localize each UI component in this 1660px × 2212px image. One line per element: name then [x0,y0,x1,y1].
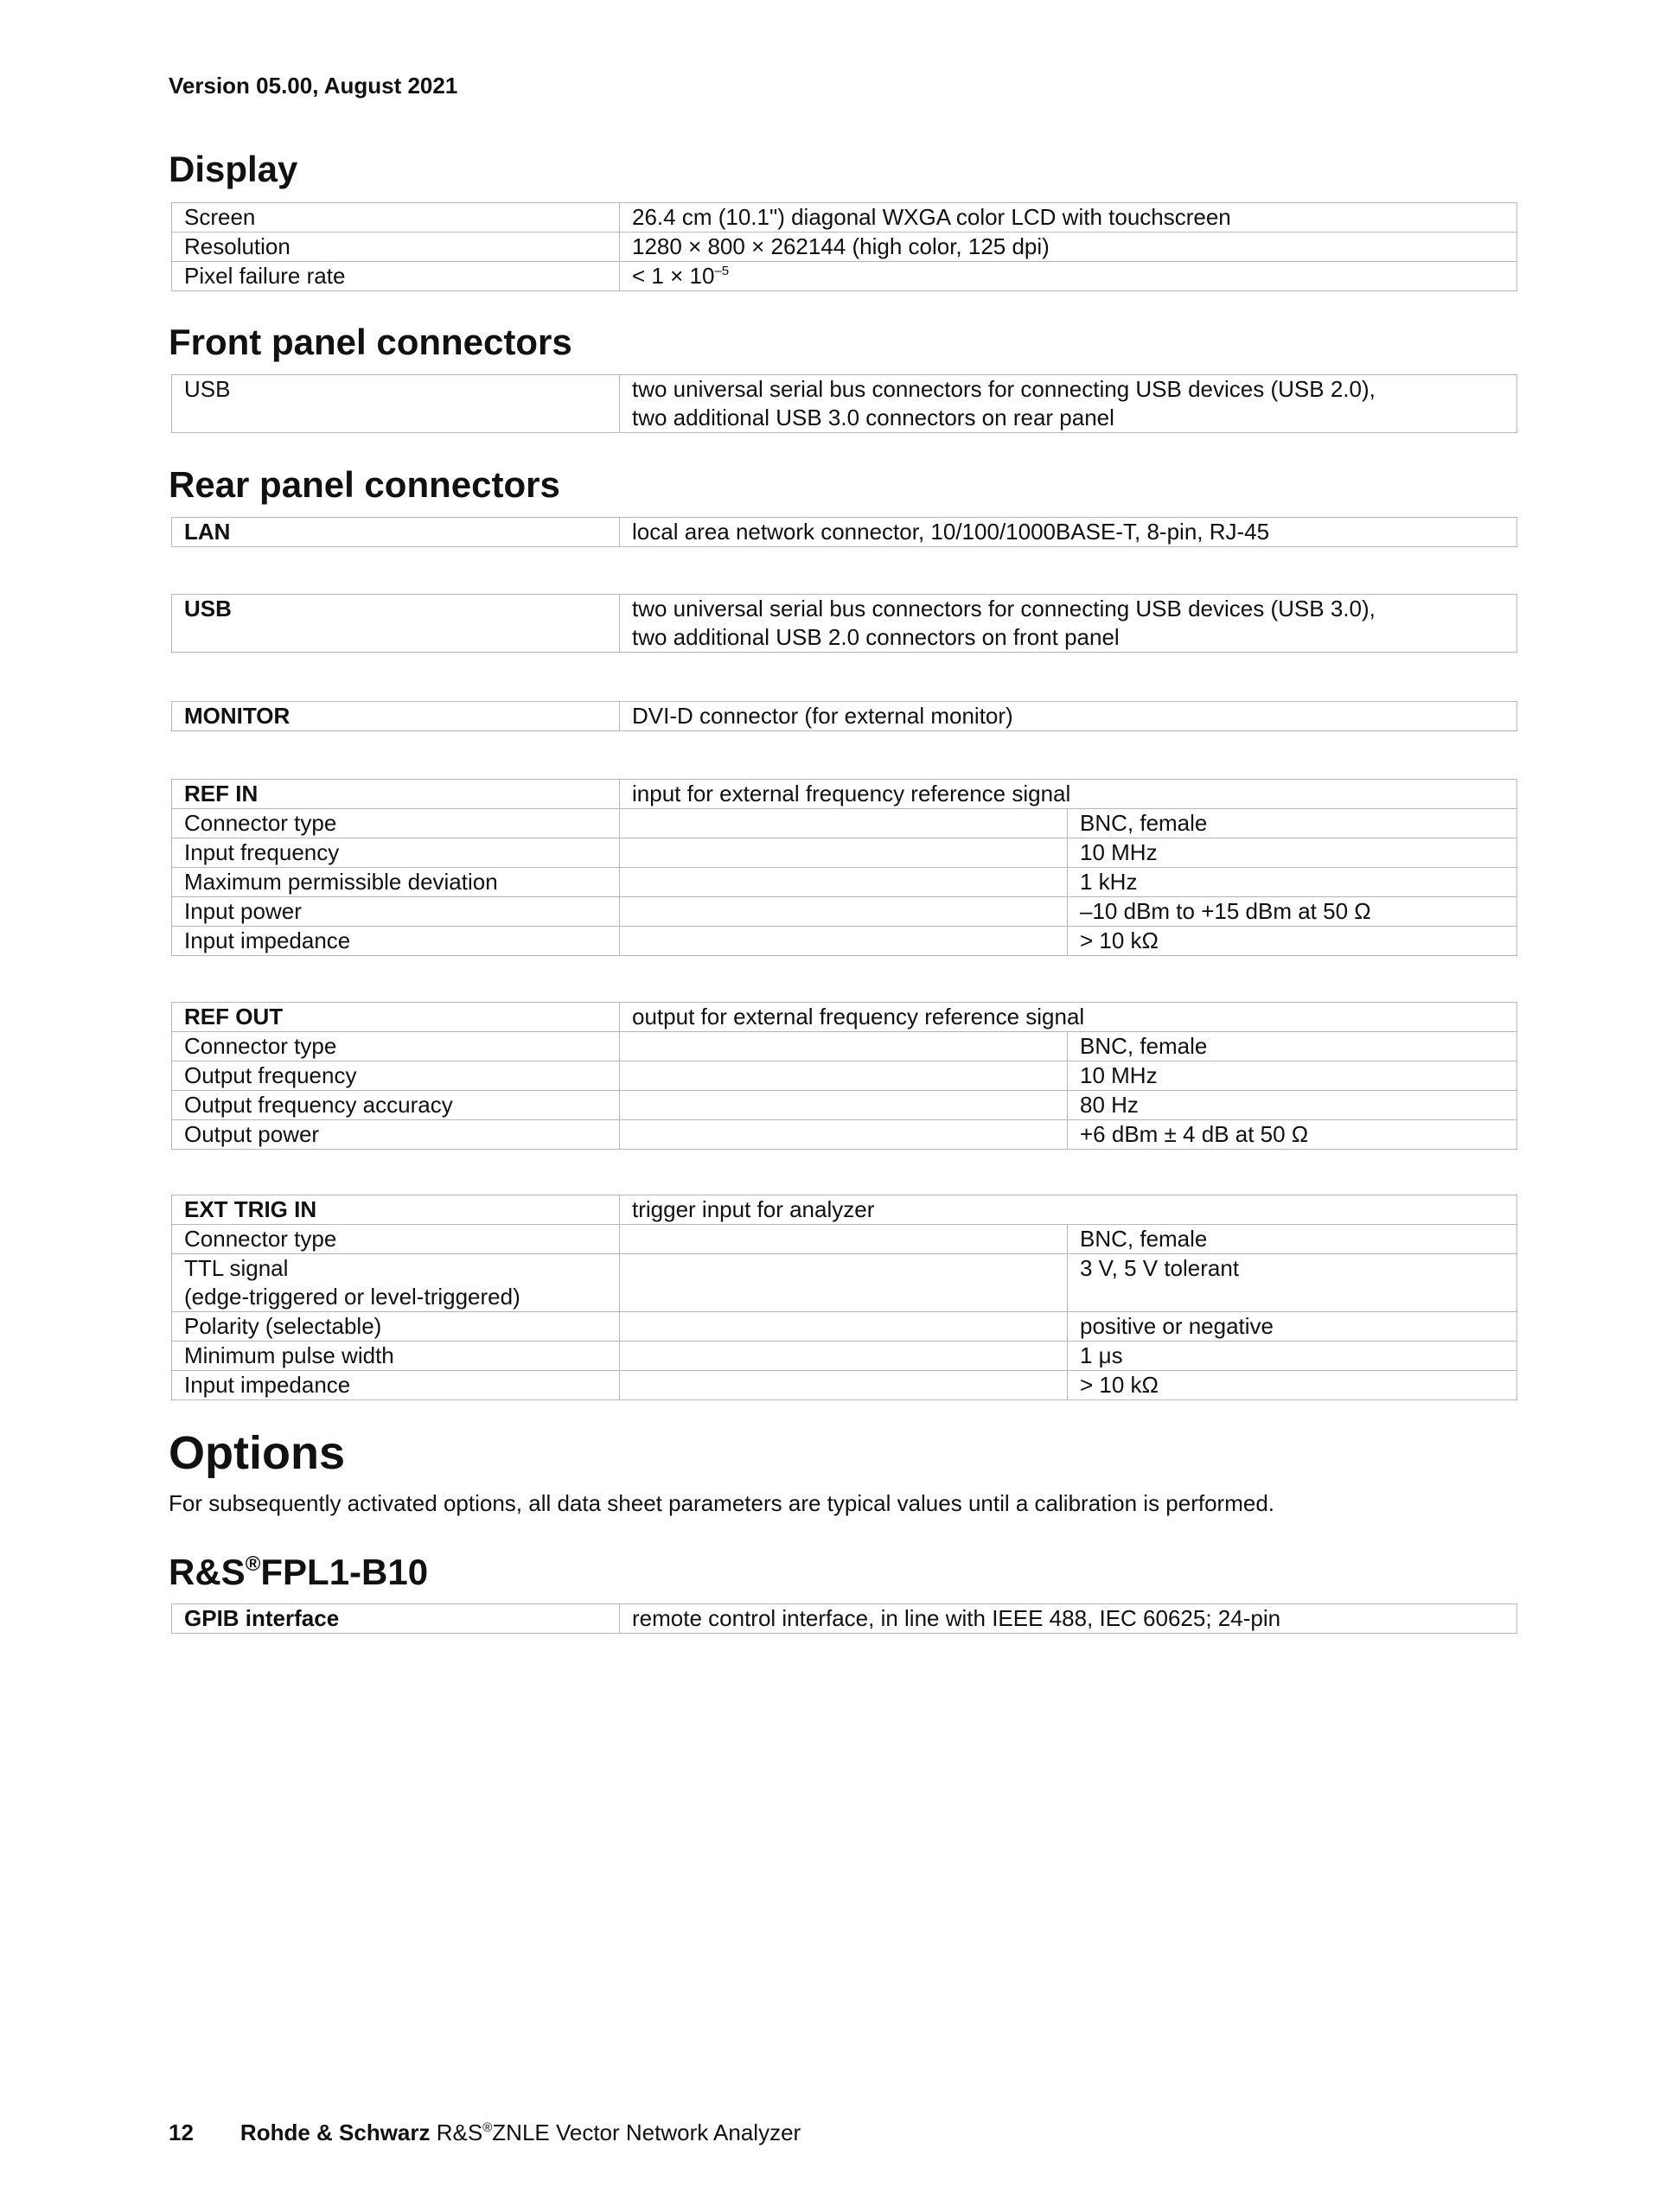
table-row [172,1225,1517,1254]
pixel-failure-exponent: –5 [714,264,730,278]
page-number: 12 [169,2120,194,2145]
table-row [172,897,1517,927]
spec-empty [620,1091,1068,1120]
spec-empty [620,897,1068,927]
front-panel-table [171,374,1517,433]
section-title-display: Display [169,149,298,189]
spec-value: output for external frequency reference signal [620,1003,1517,1032]
spec-label-line: TTL signal [184,1255,289,1281]
spec-label [172,1254,620,1312]
spec-empty [620,927,1068,956]
table-row [172,1003,1517,1032]
table-row [172,233,1517,262]
spec-value: 10 MHz [1068,1061,1517,1091]
document-version: Version 05.00, August 2021 [169,73,458,99]
pixel-failure-base: < 1 × 10 [632,263,715,289]
spec-label: GPIB interface [172,1604,620,1634]
spec-label: Input impedance [172,1371,620,1400]
spec-value: 80 Hz [1068,1091,1517,1120]
table-row [172,595,1517,653]
spec-value: local area network connector, 10/100/1000BASE-T, 8-pin, RJ-45 [620,518,1517,547]
rear-usb-table [171,594,1517,653]
table-row [172,1032,1517,1061]
footer-registered-mark: ® [482,2120,493,2135]
table-row [172,1091,1517,1120]
spec-label: Connector type [172,809,620,838]
spec-label: Output frequency accuracy [172,1091,620,1120]
spec-label: USB [172,595,620,653]
spec-value-line: two universal serial bus connectors for connecting USB devices (USB 3.0), [632,596,1376,622]
spec-value-line: two additional USB 3.0 connectors on rear panel [632,405,1114,430]
display-table [171,202,1517,291]
spec-label: REF IN [172,780,620,809]
footer-product: ZNLE Vector Network Analyzer [492,2120,801,2145]
spec-value-line: two universal serial bus connectors for connecting USB devices (USB 2.0), [632,376,1376,402]
monitor-table [171,701,1517,731]
spec-value: positive or negative [1068,1312,1517,1342]
spec-value: DVI-D connector (for external monitor) [620,702,1517,731]
spec-value: 10 MHz [1068,838,1517,868]
section-title-options: Options [169,1427,345,1479]
spec-value: 1 μs [1068,1342,1517,1371]
section-title-fpl1-b10 [169,1552,428,1593]
spec-label: REF OUT [172,1003,620,1032]
spec-empty [620,1342,1068,1371]
table-row [172,809,1517,838]
spec-label: Input frequency [172,838,620,868]
table-row [172,1312,1517,1342]
spec-value: –10 dBm to +15 dBm at 50 Ω [1068,897,1517,927]
title-prefix: R&S [169,1552,246,1592]
spec-empty [620,1312,1068,1342]
table-row [172,203,1517,233]
spec-label: Pixel failure rate [172,262,620,291]
page-footer [169,2120,801,2146]
table-row [172,927,1517,956]
spec-label: EXT TRIG IN [172,1195,620,1225]
spec-empty [620,1120,1068,1150]
table-row [172,1195,1517,1225]
spec-value [620,595,1517,653]
table-row [172,262,1517,291]
spec-value: 1280 × 800 × 262144 (high color, 125 dpi) [620,233,1517,262]
spec-empty [620,1061,1068,1091]
section-title-front-panel: Front panel connectors [169,322,572,362]
spec-value: 3 V, 5 V tolerant [1068,1254,1517,1312]
table-row [172,1604,1517,1634]
spec-label: MONITOR [172,702,620,731]
spec-value-line: two additional USB 2.0 connectors on front panel [632,624,1120,650]
spec-label-line: (edge-triggered or level-triggered) [184,1284,520,1310]
spec-empty [620,1225,1068,1254]
spec-value: +6 dBm ± 4 dB at 50 Ω [1068,1120,1517,1150]
spec-empty [620,1032,1068,1061]
spec-label: Output power [172,1120,620,1150]
spec-empty [620,1371,1068,1400]
section-title-rear-panel: Rear panel connectors [169,464,560,505]
table-row [172,1061,1517,1091]
spec-label: Connector type [172,1032,620,1061]
spec-empty [620,809,1068,838]
spec-label: Input power [172,897,620,927]
spec-label: Input impedance [172,927,620,956]
table-row [172,780,1517,809]
footer-product-prefix: R&S [436,2120,483,2145]
table-row [172,838,1517,868]
spec-value: > 10 kΩ [1068,1371,1517,1400]
footer-brand: Rohde & Schwarz [239,2120,431,2145]
spec-value: > 10 kΩ [1068,927,1517,956]
spec-value: BNC, female [1068,1225,1517,1254]
spec-label: Connector type [172,1225,620,1254]
spec-value [620,375,1517,433]
lan-table [171,517,1517,547]
spec-label: Maximum permissible deviation [172,868,620,897]
registered-mark: ® [245,1552,261,1576]
gpib-table [171,1603,1517,1634]
ref-in-table [171,779,1517,956]
spec-label: Resolution [172,233,620,262]
spec-value: 1 kHz [1068,868,1517,897]
table-row [172,375,1517,433]
spec-empty [620,838,1068,868]
spec-label: USB [172,375,620,433]
spec-value: remote control interface, in line with IEEE 488, IEC 60625; 24-pin [620,1604,1517,1634]
spec-label: Polarity (selectable) [172,1312,620,1342]
ref-out-table [171,1002,1517,1150]
spec-value: input for external frequency reference signal [620,780,1517,809]
spec-value: BNC, female [1068,809,1517,838]
spec-value: 26.4 cm (10.1") diagonal WXGA color LCD with touchscreen [620,203,1517,233]
table-row [172,1371,1517,1400]
ext-trig-in-table [171,1195,1517,1400]
table-row [172,1254,1517,1312]
title-suffix: FPL1-B10 [260,1552,429,1592]
table-row [172,868,1517,897]
table-row [172,1120,1517,1150]
options-intro: For subsequently activated options, all data sheet parameters are typical values until a calibration is performed. [169,1490,1275,1516]
spec-empty [620,1254,1068,1312]
table-row [172,1342,1517,1371]
table-row [172,702,1517,731]
spec-label: Screen [172,203,620,233]
spec-label: LAN [172,518,620,547]
table-row [172,518,1517,547]
spec-value [620,262,1517,291]
spec-label: Output frequency [172,1061,620,1091]
spec-empty [620,868,1068,897]
spec-value: trigger input for analyzer [620,1195,1517,1225]
spec-value: BNC, female [1068,1032,1517,1061]
spec-label: Minimum pulse width [172,1342,620,1371]
